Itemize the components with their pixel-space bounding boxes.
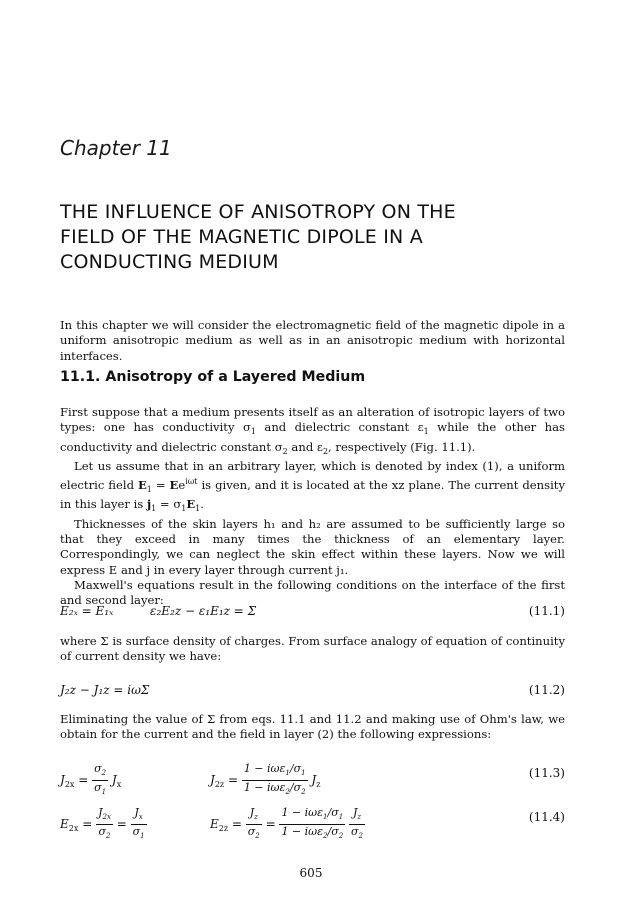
eq4-left: $E_{2x}$ = $\frac{J_{2x}}{\sigma_2}$ = $\frac{J_x}{\sigma_1}$	[60, 806, 145, 841]
eq2-number: (11.2)	[528, 683, 565, 697]
eq3-right: $J_{2z}$ = $\frac{1 - i\omega\varepsilon_1/\sigma_1}{1 - i\omega\varepsilon_2/\sigma_2}$ $J_z$	[210, 762, 321, 797]
chapter-label: Chapter 11	[60, 136, 172, 160]
paragraph-5: where Σ is surface density of charges. From surface analogy of equation of continuity of current density we have:	[60, 634, 565, 664]
eq1-number: (11.1)	[528, 604, 565, 618]
section-title: Anisotropy of a Layered Medium	[105, 369, 366, 385]
page-number: 605	[299, 866, 323, 880]
intro-paragraph: In this chapter we will consider the electromagnetic field of the magnetic dipole in a uniform anisotropic medium as well as in an anisotropic medium with horizontal interfaces.	[60, 318, 565, 363]
eq2-expression: J₂z − J₁z = iωΣ	[60, 683, 150, 697]
paragraph-3: Thicknesses of the skin layers h₁ and h₂ are assumed to be sufficiently large so that they exceed in many times the thickness of an elementary layer. Correspondingly, we can neglect the skin effect within these layers. Now we will express E and j in every layer through current j₁.	[60, 516, 565, 577]
eq3-number: (11.3)	[528, 766, 565, 780]
chapter-title	[60, 200, 560, 275]
chapter-title-line-2: FIELD OF THE MAGNETIC DIPOLE IN A	[60, 226, 423, 248]
section-heading	[60, 369, 365, 385]
eq1-right: ε₂E₂z − ε₁E₁z = Σ	[150, 604, 257, 618]
section-number: 11.1.	[60, 369, 101, 385]
eq3-left: $J_{2x}$ = $\frac{\sigma_2}{\sigma_1}$ $J_x$	[60, 762, 122, 797]
equation-11-4	[60, 800, 565, 840]
paragraph-4: Maxwell's equations result in the following conditions on the interface of the first and second layer:	[60, 577, 565, 608]
paragraph-2: Let us assume that in an arbitrary layer, which is denoted by index (1), a uniform electric field $E_1 = Ee^{i\omega t}$ is given, and it is located at the xz plane. The current density in this layer is $j_1 = \sigma_1E_1$.	[60, 458, 565, 514]
eq4-number: (11.4)	[528, 810, 565, 824]
equation-11-3	[60, 756, 565, 796]
paragraph-1: First suppose that a medium presents itself as an alteration of isotropic layers of two types: one has conductivity $\sigma_1$ and dielectric constant $\varepsilon_1$ while the other has conductivity and dielectric constant $\sigma_2$ and $\varepsilon_2$, respectively (Fig. 11.1).	[60, 405, 565, 456]
eq4-right: $E_{2z}$ = $\frac{J_z}{\sigma_2}$ = $\frac{1 - i\omega\varepsilon_1/\sigma_1}{1 - i\omega\varepsilon_2/\sigma_2}$ $\frac{J_z}{\sigma_2}$	[210, 806, 364, 841]
chapter-title-line-1: THE INFLUENCE OF ANISOTROPY ON THE	[60, 201, 456, 223]
paragraph-6: Eliminating the value of Σ from eqs. 11.1 and 11.2 and making use of Ohm's law, we obtain for the current and the field in layer (2) the following expressions:	[60, 712, 565, 742]
eq1-left: E₂ₓ = E₁ₓ	[60, 604, 114, 618]
section-body	[60, 405, 565, 609]
chapter-title-line-3: CONDUCTING MEDIUM	[60, 251, 279, 273]
